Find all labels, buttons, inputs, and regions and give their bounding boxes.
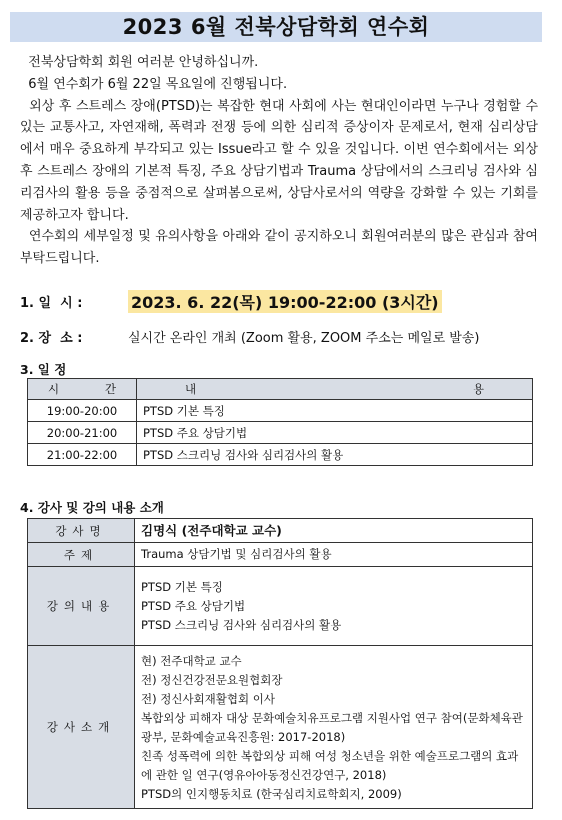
- topic-row: [28, 543, 533, 567]
- lecture-heading: 4. 강사 및 강의 내용 소개: [20, 500, 164, 515]
- topic-value: Trauma 상담기법 및 심리검사의 활용: [135, 543, 533, 567]
- bio-list: [135, 646, 533, 809]
- place-row: [20, 327, 479, 346]
- content-list: [135, 567, 533, 646]
- list-item: PTSD 스크리닝 검사와 심리검사의 활용: [141, 617, 342, 632]
- table-row: [28, 444, 533, 466]
- content-row: [28, 567, 533, 646]
- document-title: 2023 6월 전북상담학회 연수회: [10, 12, 542, 42]
- list-item: PTSD 주요 상담기법: [141, 598, 246, 613]
- date-value: 2023. 6. 22(목) 19:00-22:00 (3시간): [128, 290, 442, 313]
- content-label: 강의내용: [28, 567, 135, 646]
- schedule-heading: 3. 일 정: [20, 362, 67, 377]
- intro-greeting: 전북상담학회 회원 여러분 안녕하십니까.: [20, 55, 259, 70]
- list-item: 전) 정신사회재활협회 이사: [141, 692, 275, 706]
- place-label: 2. 장 소 :: [20, 331, 83, 346]
- lecture-table: [27, 518, 533, 809]
- schedule-content: PTSD 기본 특징: [137, 400, 533, 422]
- place-value: 실시간 온라인 개최 (Zoom 활용, ZOOM 주소는 메일로 발송): [128, 331, 480, 346]
- schedule-time: 20:00-21:00: [28, 422, 137, 444]
- date-label: 1. 일 시 :: [20, 296, 83, 311]
- intro-date-notice: 6월 연수회가 6월 22일 목요일에 진행됩니다.: [20, 76, 288, 92]
- table-row: [28, 422, 533, 444]
- schedule-table: [27, 378, 533, 466]
- list-item: 현) 전주대학교 교수: [141, 654, 242, 668]
- instructor-label: 강사명: [28, 519, 135, 543]
- schedule-time-header: 시 간: [28, 379, 137, 400]
- schedule-content-header: 내 용: [137, 379, 533, 400]
- instructor-row: [28, 519, 533, 543]
- date-row: [20, 290, 442, 313]
- schedule-time: 19:00-20:00: [28, 400, 137, 422]
- list-item: 전) 정신건강전문요원협회장: [141, 673, 283, 687]
- topic-label: 주제: [28, 543, 135, 567]
- bio-row: [28, 646, 533, 809]
- list-item: PTSD 기본 특징: [141, 579, 223, 594]
- schedule-header-row: [28, 379, 533, 400]
- intro-body: 외상 후 스트레스 장애(PTSD)는 복잡한 현대 사회에 사는 현대인이라면 누구나 경험할 수 있는 교통사고, 자연재해, 폭력과 전쟁 등에 의한 심리적 증상이자 문제로서, 현재 심리상담에서 매우 중요하게 부각되고 있는 Issue라고 할 수 있을 것입니다. 이번 연수회에서는 외상 후 스트레스 장애의 기본적 특징, 주요 상담기법과 Trauma 상담에서의 스크리닝 검사와 심리검사의 활용 등을 중점적으로 살펴봄으로써, 상담사로서의 역량을 강화할 수 있는 기회를 제공하고자 합니다.: [20, 98, 543, 223]
- list-item: PTSD의 인지행동치료 (한국심리치료학회지, 2009): [141, 787, 402, 801]
- intro-text: [20, 52, 543, 270]
- instructor-name: 김명식 (전주대학교 교수): [135, 519, 533, 543]
- list-item: 친족 성폭력에 의한 복합외상 피해 여성 청소년을 위한 예술프로그램의 효과에 관한 일 연구(영유아아동정신건강연구, 2018): [141, 749, 519, 782]
- schedule-content: PTSD 주요 상담기법: [137, 422, 533, 444]
- intro-closing: 연수회의 세부일정 및 유의사항을 아래와 같이 공지하오니 회원여러분의 많은 관심과 참여 부탁드립니다.: [20, 229, 543, 267]
- list-item: 복합외상 피해자 대상 문화예술치유프로그램 지원사업 연구 참여(문화체육관광부, 문화예술교육진흥원: 2017-2018): [141, 711, 523, 744]
- table-row: [28, 400, 533, 422]
- schedule-content: PTSD 스크리닝 검사와 심리검사의 활용: [137, 444, 533, 466]
- bio-label: 강사소개: [28, 646, 135, 809]
- schedule-time: 21:00-22:00: [28, 444, 137, 466]
